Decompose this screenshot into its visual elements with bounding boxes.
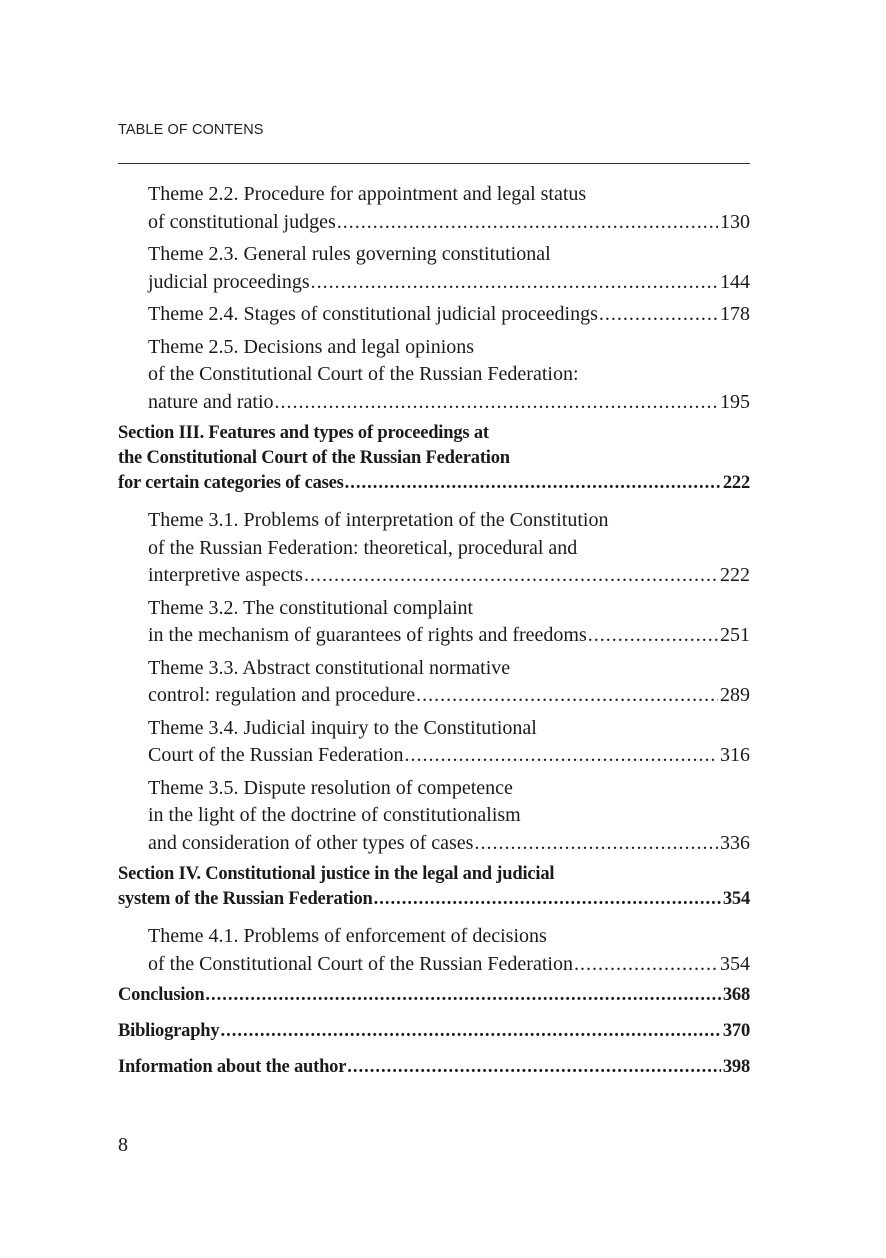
toc-entry-title-line: control: regulation and procedure [148,684,416,706]
toc-entry-leader-row [148,389,750,417]
toc-theme-entry [118,507,750,590]
dot-leader [574,951,718,979]
dot-leader [345,471,721,496]
dot-leader [304,562,718,590]
toc-entry-page-number: 398 [722,1057,750,1077]
toc-entry-title-line: system of the Russian Federation [118,889,373,909]
toc-entry-leader-row [148,269,750,297]
dot-leader [311,269,718,297]
toc-section-entry [118,1055,750,1080]
dot-leader [205,983,720,1008]
toc-entry-page-number: 178 [720,303,750,325]
toc-entry-title-line: Theme 2.4. Stages of constitutional judicial proceedings [148,303,598,325]
toc-entry-page-number: 354 [722,889,750,909]
toc-entry-page-number: 222 [722,473,750,493]
toc-entry-title-line: and consideration of other types of cases [148,831,474,854]
toc-entry-title-line: Theme 3.4. Judicial inquiry to the Constitutional [148,716,537,739]
toc-entry-title-line: of the Constitutional Court of the Russian Federation [148,952,573,975]
toc-entry-leader-row [148,562,750,590]
toc-entry-title-line: Theme 2.5. Decisions and legal opinions [148,335,475,358]
toc-entry-page-number: 144 [720,270,750,293]
toc-entry-page-number: 368 [722,985,750,1005]
toc-section-entry [118,862,750,912]
dot-leader [599,301,718,329]
toc-theme-entry [118,775,750,858]
toc-theme-entry [118,181,750,236]
toc-entry-leader-row [148,742,750,770]
toc-entry-leader-row [148,209,750,237]
toc-entry-page-number: 251 [720,624,750,646]
toc-entry-leader-row [118,1055,750,1080]
toc-entry-page-number: 316 [720,744,750,766]
toc-entry-title-line: Theme 3.2. The constitutional complaint [148,596,474,619]
toc-section-entry [118,421,750,496]
toc-entry-leader-row [148,830,750,858]
toc-entry-title-line: in the mechanism of guarantees of rights and freedoms [148,624,587,646]
toc-entry-leader-row [118,1019,750,1044]
toc-section-entry [118,983,750,1008]
running-header: TABLE OF CONTENS [118,122,264,138]
toc-entry-title-line: Section IV. Constitutional justice in the legal and judicial [118,864,555,884]
dot-leader [220,1019,720,1044]
toc-entry-title-line: Theme 2.2. Procedure for appointment and legal status [148,183,587,205]
toc-theme-entry [118,655,750,710]
toc-theme-entry [118,334,750,417]
dot-leader [588,622,718,650]
page-number: 8 [118,1134,128,1156]
toc-entry-leader-row [148,951,750,979]
toc-entry-title-line: Court of the Russian Federation [148,744,404,766]
toc-entry-leader-row [118,887,750,912]
toc-entry-title-line: Theme 3.5. Dispute resolution of competence [148,776,513,799]
dot-leader [275,389,719,417]
dot-leader [337,209,718,237]
toc-entry-page-number: 370 [722,1021,750,1041]
toc-entry-leader-row [118,983,750,1008]
dot-leader [374,887,721,912]
toc-entry-title-line: nature and ratio [148,390,274,413]
toc-entry-title-line: Theme 2.3. General rules governing constitutional [148,243,551,265]
toc-entry-title-line: of the Constitutional Court of the Russian Federation: [148,363,579,385]
toc-entry-leader-row [148,622,750,650]
toc-theme-entry [118,241,750,296]
toc-entry-title-line: in the light of the doctrine of constitutionalism [148,804,521,826]
toc-entry-leader-row [148,301,750,329]
toc-entry-leader-row [148,682,750,710]
dot-leader [416,682,718,710]
toc-entry-title-line: Information about the author [118,1057,347,1077]
toc-entry-leader-row [118,471,750,496]
toc-entry-title-line: Bibliography [118,1021,220,1041]
toc-theme-entry [118,595,750,650]
dot-leader [474,830,718,858]
toc-entry-page-number: 354 [720,952,750,975]
toc-theme-entry [118,715,750,770]
toc-entry-title-line: Theme 3.1. Problems of interpretation of the Constitution [148,509,609,531]
toc-entry-title-line: Theme 3.3. Abstract constitutional normative [148,656,511,679]
toc-entry-page-number: 289 [720,684,750,706]
toc-entry-title-line: Conclusion [118,985,205,1005]
toc-entry-title-line: judicial proceedings [148,270,310,293]
toc-theme-entry [118,301,750,329]
toc-entry-page-number: 336 [720,831,750,854]
toc-entry-title-line: Theme 4.1. Problems of enforcement of decisions [148,925,547,947]
toc-entry-title-line: the Constitutional Court of the Russian Federation [118,448,510,468]
table-of-contents [118,181,750,1091]
toc-entry-title-line: of the Russian Federation: theoretical, procedural and [148,536,578,559]
dot-leader [405,742,718,770]
toc-entry-page-number: 222 [720,564,750,586]
toc-entry-title-line: for certain categories of cases [118,473,344,493]
header-divider [118,163,750,164]
toc-entry-page-number: 195 [720,390,750,413]
toc-entry-title-line: Section III. Features and types of proceedings at [118,423,489,443]
dot-leader [347,1055,721,1080]
toc-entry-title-line: interpretive aspects [148,564,303,586]
toc-entry-title-line: of constitutional judges [148,210,336,233]
toc-entry-page-number: 130 [720,210,750,233]
toc-theme-entry [118,923,750,978]
toc-section-entry [118,1019,750,1044]
